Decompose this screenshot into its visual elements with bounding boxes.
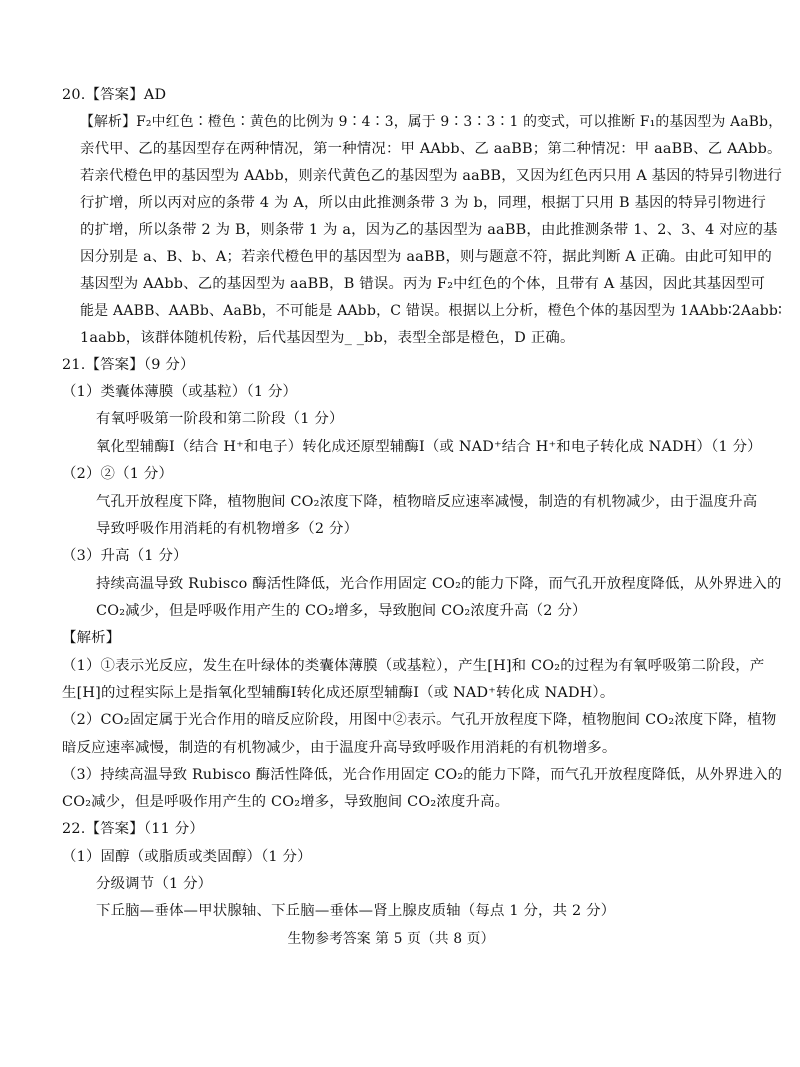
- q20-analysis-line: 行扩增，所以丙对应的条带 4 为 A，所以由此推测条带 3 为 b，同理，根据丁只用 B 基因的特异引物进行: [80, 195, 766, 211]
- q21-part1-answer: 氧化型辅酶Ⅰ（结合 H⁺和电子）转化成还原型辅酶Ⅰ（或 NAD⁺结合 H⁺和电子转化成 NADH）（1 分）: [96, 439, 762, 455]
- q20-analysis-line: 基因型为 AAbb、乙的基因型为 aaBB，B 错误。丙为 F₂中红色的个体，且带有 A 基因，因此其基因型可: [80, 276, 766, 292]
- q21-part2-answer: 导致呼吸作用消耗的有机物增多（2 分）: [96, 521, 359, 537]
- q21-analysis-heading: 【解析】: [62, 630, 121, 646]
- q21-part3-answer: CO₂减少，但是呼吸作用产生的 CO₂增多，导致胞间 CO₂浓度升高（2 分）: [96, 603, 587, 619]
- q21-part2-answer: （2）②（1 分）: [62, 466, 174, 482]
- q21-part3-answer: （3）升高（1 分）: [62, 548, 188, 564]
- q20-analysis-line: 亲代甲、乙的基因型存在两种情况，第一种情况：甲 AAbb、乙 aaBB；第二种情况：甲 aaBB、乙 AAbb。: [80, 141, 782, 157]
- page-footer: 生物参考答案 第 5 页（共 8 页）: [287, 931, 495, 947]
- q20-analysis-line: 的扩增，所以条带 2 为 B，则条带 1 为 a，因为乙的基因型为 aaBB，由此推测条带 1、2、3、4 对应的基: [80, 222, 778, 238]
- q20-analysis-line: 若亲代橙色甲的基因型为 AAbb，则亲代黄色乙的基因型为 aaBB，又因为红色丙只用 A 基因的特异引物进行: [80, 168, 783, 184]
- q21-analysis-line: （1）①表示光反应，发生在叶绿体的类囊体薄膜（或基粒），产生[H]和 CO₂的过程为有氧呼吸第二阶段，产: [62, 658, 765, 674]
- q22-part1-answer: （1）固醇（或脂质或类固醇）（1 分）: [62, 849, 312, 865]
- q21-analysis-line: （3）持续高温导致 Rubisco 酶活性降低，光合作用固定 CO₂的能力下降，而气孔开放程度降低，从外界进入的: [62, 767, 783, 783]
- q20-analysis-line: 因分别是 a、B、b、A；若亲代橙色甲的基因型为 aaBB，则与题意不符，据此判断 A 正确。由此可知甲的: [80, 249, 772, 265]
- q21-analysis-line: （2）CO₂固定属于光合作用的暗反应阶段，用图中②表示。气孔开放程度下降，植物胞间 CO₂浓度下降，植物: [62, 712, 777, 728]
- q21-part3-answer: 持续高温导致 Rubisco 酶活性降低，光合作用固定 CO₂的能力下降，而气孔开放程度降低，从外界进入的: [96, 576, 782, 592]
- q22-part1-answer: 下丘脑—垂体—甲状腺轴、下丘脑—垂体—肾上腺皮质轴（每点 1 分，共 2 分）: [96, 903, 616, 919]
- q21-analysis-line: 暗反应速率减慢，制造的有机物减少，由于温度升高导致呼吸作用消耗的有机物增多。: [62, 740, 617, 756]
- q21-answer-heading: 21.【答案】（9 分）: [62, 357, 195, 373]
- q21-part1-answer: 有氧呼吸第一阶段和第二阶段（1 分）: [96, 411, 344, 427]
- q20-analysis-line: 能是 AABB、AABb、AaBb，不可能是 AAbb，C 错误。根据以上分析，橙色个体的基因型为 1AAbb∶2Aabb∶: [80, 303, 782, 319]
- q21-analysis-line: 生[H]的过程实际上是指氧化型辅酶Ⅰ转化成还原型辅酶Ⅰ（或 NAD⁺转化成 NADH）。: [62, 685, 615, 701]
- q20-analysis-line: 【解析】F₂中红色∶橙色∶黄色的比例为 9∶4∶3，属于 9∶3∶3∶1 的变式，可以推断 F₁的基因型为 AaBb，: [80, 114, 783, 130]
- q21-analysis-line: CO₂减少，但是呼吸作用产生的 CO₂增多，导致胞间 CO₂浓度升高。: [62, 794, 510, 810]
- q20-analysis-line: 1aabb，该群体随机传粉，后代基因型为_ _bb，表型全部是橙色，D 正确。: [80, 330, 575, 346]
- q22-part1-answer: 分级调节（1 分）: [96, 876, 213, 892]
- q20-answer-heading: 20.【答案】AD: [62, 87, 167, 103]
- q21-part2-answer: 气孔开放程度下降，植物胞间 CO₂浓度下降，植物暗反应速率减慢，制造的有机物减少，由于温度升高: [96, 494, 758, 510]
- q22-answer-heading: 22.【答案】（11 分）: [62, 821, 204, 837]
- q21-part1-answer: （1）类囊体薄膜（或基粒）（1 分）: [62, 384, 298, 400]
